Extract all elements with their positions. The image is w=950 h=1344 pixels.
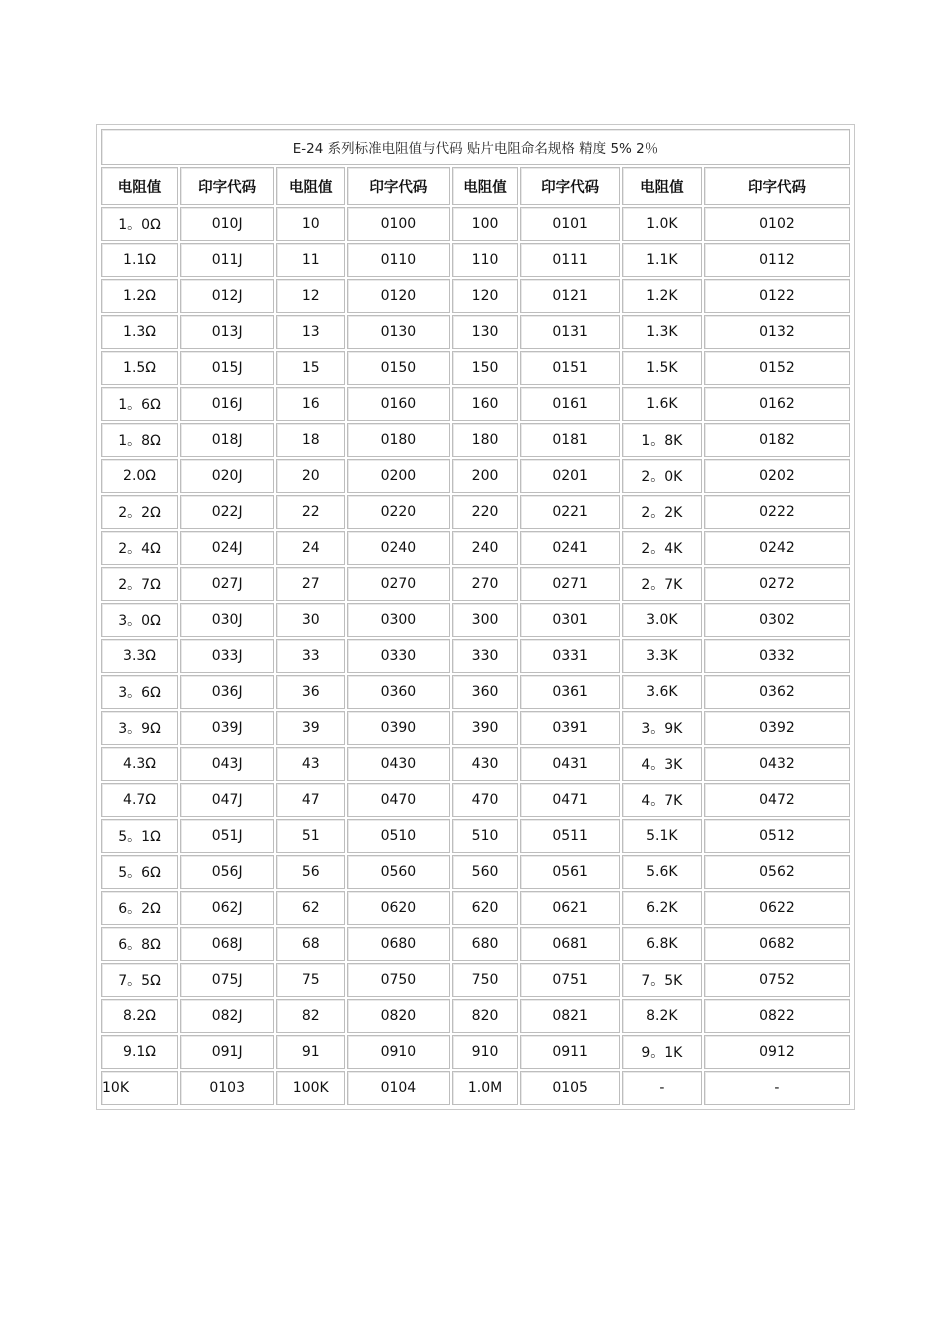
resistance-value-cell: 4。3K [622, 747, 702, 781]
resistance-value-cell: 120 [452, 279, 519, 313]
resistance-value-cell: 22 [276, 495, 345, 529]
resistance-value-cell: 12 [276, 279, 345, 313]
resistance-value-cell: 3.3K [622, 639, 702, 673]
resistance-value-cell: 5.6K [622, 855, 702, 889]
resistance-value-cell: 150 [452, 351, 519, 385]
table-row [101, 711, 850, 745]
resistance-value-cell: 750 [452, 963, 519, 997]
resistance-value-cell: 390 [452, 711, 519, 745]
marking-code-cell: 020J [180, 459, 274, 493]
resistance-value-cell: 910 [452, 1035, 519, 1069]
resistance-value-cell: 1.3Ω [101, 315, 178, 349]
resistance-value-cell: 30 [276, 603, 345, 637]
marking-code-cell: 082J [180, 999, 274, 1033]
marking-code-cell: 0270 [347, 567, 449, 601]
resistance-value-cell: 1。0Ω [101, 207, 178, 241]
table-row [101, 603, 850, 637]
resistance-value-cell: 91 [276, 1035, 345, 1069]
marking-code-cell: - [704, 1071, 850, 1105]
resistance-value-cell: 1。8Ω [101, 423, 178, 457]
resistance-value-cell: 3。0Ω [101, 603, 178, 637]
resistance-value-cell: 110 [452, 243, 519, 277]
resistance-value-cell: 1.1Ω [101, 243, 178, 277]
resistance-value-cell: 3.6K [622, 675, 702, 709]
marking-code-cell: 0622 [704, 891, 850, 925]
marking-code-cell: 0362 [704, 675, 850, 709]
table-row [101, 207, 850, 241]
table-title: E-24 系列标准电阻值与代码 贴片电阻命名规格 精度 5% 2％ [101, 129, 850, 165]
marking-code-cell: 0162 [704, 387, 850, 421]
marking-code-cell: 022J [180, 495, 274, 529]
resistance-value-cell: 2。4Ω [101, 531, 178, 565]
marking-code-cell: 0122 [704, 279, 850, 313]
table-row [101, 855, 850, 889]
resistance-value-cell: 18 [276, 423, 345, 457]
resistance-value-cell: 2。4K [622, 531, 702, 565]
marking-code-cell: 0120 [347, 279, 449, 313]
marking-code-cell: 013J [180, 315, 274, 349]
resistance-value-cell: 1.2Ω [101, 279, 178, 313]
marking-code-cell: 0105 [520, 1071, 619, 1105]
resistance-value-cell: 3。9K [622, 711, 702, 745]
resistance-value-cell: 470 [452, 783, 519, 817]
marking-code-cell: 0821 [520, 999, 619, 1033]
resistance-value-cell: 300 [452, 603, 519, 637]
marking-code-cell: 0471 [520, 783, 619, 817]
marking-code-cell: 027J [180, 567, 274, 601]
marking-code-cell: 0560 [347, 855, 449, 889]
marking-code-cell: 012J [180, 279, 274, 313]
resistance-value-cell: 3。6Ω [101, 675, 178, 709]
marking-code-cell: 0912 [704, 1035, 850, 1069]
table-row [101, 315, 850, 349]
marking-code-cell: 075J [180, 963, 274, 997]
marking-code-cell: 0100 [347, 207, 449, 241]
marking-code-cell: 0103 [180, 1071, 274, 1105]
resistance-value-cell: 2.0Ω [101, 459, 178, 493]
table-row [101, 639, 850, 673]
resistance-value-cell: 6.8K [622, 927, 702, 961]
resistance-value-cell: 1。8K [622, 423, 702, 457]
marking-code-cell: 0391 [520, 711, 619, 745]
resistance-value-cell: 620 [452, 891, 519, 925]
resistance-value-cell: 2。7Ω [101, 567, 178, 601]
marking-code-cell: 0131 [520, 315, 619, 349]
marking-code-cell: 0102 [704, 207, 850, 241]
resistance-value-cell: 13 [276, 315, 345, 349]
resistance-value-cell: 68 [276, 927, 345, 961]
marking-code-cell: 0752 [704, 963, 850, 997]
marking-code-cell: 0101 [520, 207, 619, 241]
marking-code-cell: 0271 [520, 567, 619, 601]
resistance-value-cell: 75 [276, 963, 345, 997]
marking-code-cell: 0681 [520, 927, 619, 961]
table-row [101, 1035, 850, 1069]
resistance-value-cell: 130 [452, 315, 519, 349]
resistance-value-cell: 1.5K [622, 351, 702, 385]
table-row [101, 927, 850, 961]
resistance-value-cell: 62 [276, 891, 345, 925]
resistance-value-cell: 15 [276, 351, 345, 385]
marking-code-cell: 0390 [347, 711, 449, 745]
resistance-value-cell: 56 [276, 855, 345, 889]
table-row [101, 891, 850, 925]
resistance-value-cell: 1.0K [622, 207, 702, 241]
resistance-value-cell: 43 [276, 747, 345, 781]
resistance-value-cell: 39 [276, 711, 345, 745]
marking-code-cell: 0200 [347, 459, 449, 493]
resistance-value-cell: 2。2K [622, 495, 702, 529]
resistance-value-cell: 4。7K [622, 783, 702, 817]
marking-code-cell: 0750 [347, 963, 449, 997]
resistance-value-cell: 4.3Ω [101, 747, 178, 781]
marking-code-cell: 024J [180, 531, 274, 565]
resistance-value-cell: 1.0M [452, 1071, 519, 1105]
resistance-value-cell: 3.0K [622, 603, 702, 637]
resistance-value-cell: 6。2Ω [101, 891, 178, 925]
marking-code-cell: 030J [180, 603, 274, 637]
marking-code-cell: 0220 [347, 495, 449, 529]
table-row [101, 423, 850, 457]
resistance-value-cell: 11 [276, 243, 345, 277]
table-row [101, 279, 850, 313]
resistance-value-cell: 360 [452, 675, 519, 709]
table-row [101, 963, 850, 997]
table-row [101, 243, 850, 277]
marking-code-cell: 0682 [704, 927, 850, 961]
resistance-value-cell: 9.1Ω [101, 1035, 178, 1069]
marking-code-cell: 0432 [704, 747, 850, 781]
marking-code-cell: 0820 [347, 999, 449, 1033]
resistance-value-cell: 3。9Ω [101, 711, 178, 745]
marking-code-cell: 0331 [520, 639, 619, 673]
resistance-value-cell: 10 [276, 207, 345, 241]
marking-code-cell: 0182 [704, 423, 850, 457]
marking-code-cell: 0121 [520, 279, 619, 313]
resistance-value-cell: 2。2Ω [101, 495, 178, 529]
column-header: 电阻值 [101, 167, 178, 205]
column-header: 电阻值 [622, 167, 702, 205]
resistance-value-cell: 240 [452, 531, 519, 565]
marking-code-cell: 0910 [347, 1035, 449, 1069]
marking-code-cell: 0161 [520, 387, 619, 421]
marking-code-cell: 0272 [704, 567, 850, 601]
marking-code-cell: 036J [180, 675, 274, 709]
table-row [101, 1071, 850, 1105]
resistance-value-cell: 6.2K [622, 891, 702, 925]
resistance-value-cell: 220 [452, 495, 519, 529]
resistance-value-cell: 3.3Ω [101, 639, 178, 673]
resistance-value-cell: 36 [276, 675, 345, 709]
table-row [101, 783, 850, 817]
column-header: 印字代码 [704, 167, 850, 205]
resistance-value-cell: 5.1K [622, 819, 702, 853]
resistance-value-cell: 200 [452, 459, 519, 493]
marking-code-cell: 0431 [520, 747, 619, 781]
resistance-value-cell: 1.1K [622, 243, 702, 277]
marking-code-cell: 0302 [704, 603, 850, 637]
marking-code-cell: 0510 [347, 819, 449, 853]
resistance-value-cell: 10K [101, 1071, 178, 1105]
resistance-value-cell: 8.2K [622, 999, 702, 1033]
marking-code-cell: 0110 [347, 243, 449, 277]
marking-code-cell: 0111 [520, 243, 619, 277]
resistance-value-cell: 1.2K [622, 279, 702, 313]
marking-code-cell: 091J [180, 1035, 274, 1069]
marking-code-cell: 0152 [704, 351, 850, 385]
marking-code-cell: 0511 [520, 819, 619, 853]
resistance-value-cell: 9。1K [622, 1035, 702, 1069]
marking-code-cell: 068J [180, 927, 274, 961]
table-title-row [101, 129, 850, 165]
marking-code-cell: 0151 [520, 351, 619, 385]
resistance-value-cell: 1.3K [622, 315, 702, 349]
marking-code-cell: 0751 [520, 963, 619, 997]
marking-code-cell: 0562 [704, 855, 850, 889]
resistance-value-cell: 2。7K [622, 567, 702, 601]
resistance-value-cell: 180 [452, 423, 519, 457]
marking-code-cell: 0112 [704, 243, 850, 277]
table-row [101, 999, 850, 1033]
marking-code-cell: 018J [180, 423, 274, 457]
resistance-value-cell: 4.7Ω [101, 783, 178, 817]
resistance-value-cell: 16 [276, 387, 345, 421]
marking-code-cell: 0392 [704, 711, 850, 745]
resistance-value-cell: 680 [452, 927, 519, 961]
resistance-value-cell: 47 [276, 783, 345, 817]
marking-code-cell: 039J [180, 711, 274, 745]
resistance-value-cell: 7。5Ω [101, 963, 178, 997]
resistance-value-cell: 51 [276, 819, 345, 853]
marking-code-cell: 0201 [520, 459, 619, 493]
marking-code-cell: 016J [180, 387, 274, 421]
marking-code-cell: 0301 [520, 603, 619, 637]
marking-code-cell: 0470 [347, 783, 449, 817]
table-header-row [101, 167, 850, 205]
marking-code-cell: 0104 [347, 1071, 449, 1105]
resistance-value-cell: 82 [276, 999, 345, 1033]
resistance-value-cell: 510 [452, 819, 519, 853]
table-row [101, 495, 850, 529]
resistance-value-cell: 1.6K [622, 387, 702, 421]
resistance-value-cell: 7。5K [622, 963, 702, 997]
column-header: 印字代码 [180, 167, 274, 205]
marking-code-cell: 0181 [520, 423, 619, 457]
marking-code-cell: 047J [180, 783, 274, 817]
marking-code-cell: 062J [180, 891, 274, 925]
resistance-value-cell: 1。6Ω [101, 387, 178, 421]
marking-code-cell: 0222 [704, 495, 850, 529]
marking-code-cell: 0512 [704, 819, 850, 853]
resistance-value-cell: 33 [276, 639, 345, 673]
marking-code-cell: 0300 [347, 603, 449, 637]
marking-code-cell: 0822 [704, 999, 850, 1033]
resistor-code-table [99, 127, 852, 1107]
marking-code-cell: 0360 [347, 675, 449, 709]
marking-code-cell: 0150 [347, 351, 449, 385]
marking-code-cell: 0472 [704, 783, 850, 817]
resistance-value-cell: 8.2Ω [101, 999, 178, 1033]
resistance-value-cell: 100 [452, 207, 519, 241]
resistance-value-cell: 560 [452, 855, 519, 889]
resistance-value-cell: - [622, 1071, 702, 1105]
resistance-value-cell: 24 [276, 531, 345, 565]
resistance-value-cell: 5。6Ω [101, 855, 178, 889]
column-header: 电阻值 [452, 167, 519, 205]
marking-code-cell: 0202 [704, 459, 850, 493]
marking-code-cell: 0242 [704, 531, 850, 565]
table-row [101, 351, 850, 385]
table-body [101, 129, 850, 1105]
marking-code-cell: 0332 [704, 639, 850, 673]
table-row [101, 531, 850, 565]
marking-code-cell: 0430 [347, 747, 449, 781]
resistance-value-cell: 820 [452, 999, 519, 1033]
resistance-value-cell: 270 [452, 567, 519, 601]
marking-code-cell: 0361 [520, 675, 619, 709]
table-row [101, 567, 850, 601]
marking-code-cell: 0911 [520, 1035, 619, 1069]
table-row [101, 675, 850, 709]
marking-code-cell: 033J [180, 639, 274, 673]
marking-code-cell: 0180 [347, 423, 449, 457]
resistance-value-cell: 27 [276, 567, 345, 601]
marking-code-cell: 0130 [347, 315, 449, 349]
table-row [101, 747, 850, 781]
marking-code-cell: 043J [180, 747, 274, 781]
marking-code-cell: 0621 [520, 891, 619, 925]
resistance-value-cell: 6。8Ω [101, 927, 178, 961]
marking-code-cell: 0221 [520, 495, 619, 529]
marking-code-cell: 010J [180, 207, 274, 241]
marking-code-cell: 0240 [347, 531, 449, 565]
resistance-value-cell: 2。0K [622, 459, 702, 493]
marking-code-cell: 0132 [704, 315, 850, 349]
resistance-value-cell: 430 [452, 747, 519, 781]
marking-code-cell: 056J [180, 855, 274, 889]
marking-code-cell: 0620 [347, 891, 449, 925]
resistance-value-cell: 5。1Ω [101, 819, 178, 853]
marking-code-cell: 0241 [520, 531, 619, 565]
resistance-value-cell: 100K [276, 1071, 345, 1105]
marking-code-cell: 015J [180, 351, 274, 385]
marking-code-cell: 051J [180, 819, 274, 853]
column-header: 印字代码 [520, 167, 619, 205]
table-row [101, 459, 850, 493]
marking-code-cell: 011J [180, 243, 274, 277]
column-header: 印字代码 [347, 167, 449, 205]
resistance-value-cell: 1.5Ω [101, 351, 178, 385]
resistor-code-table-frame [96, 124, 855, 1110]
marking-code-cell: 0330 [347, 639, 449, 673]
table-row [101, 819, 850, 853]
resistance-value-cell: 160 [452, 387, 519, 421]
marking-code-cell: 0561 [520, 855, 619, 889]
resistance-value-cell: 20 [276, 459, 345, 493]
column-header: 电阻值 [276, 167, 345, 205]
table-row [101, 387, 850, 421]
resistance-value-cell: 330 [452, 639, 519, 673]
marking-code-cell: 0680 [347, 927, 449, 961]
marking-code-cell: 0160 [347, 387, 449, 421]
